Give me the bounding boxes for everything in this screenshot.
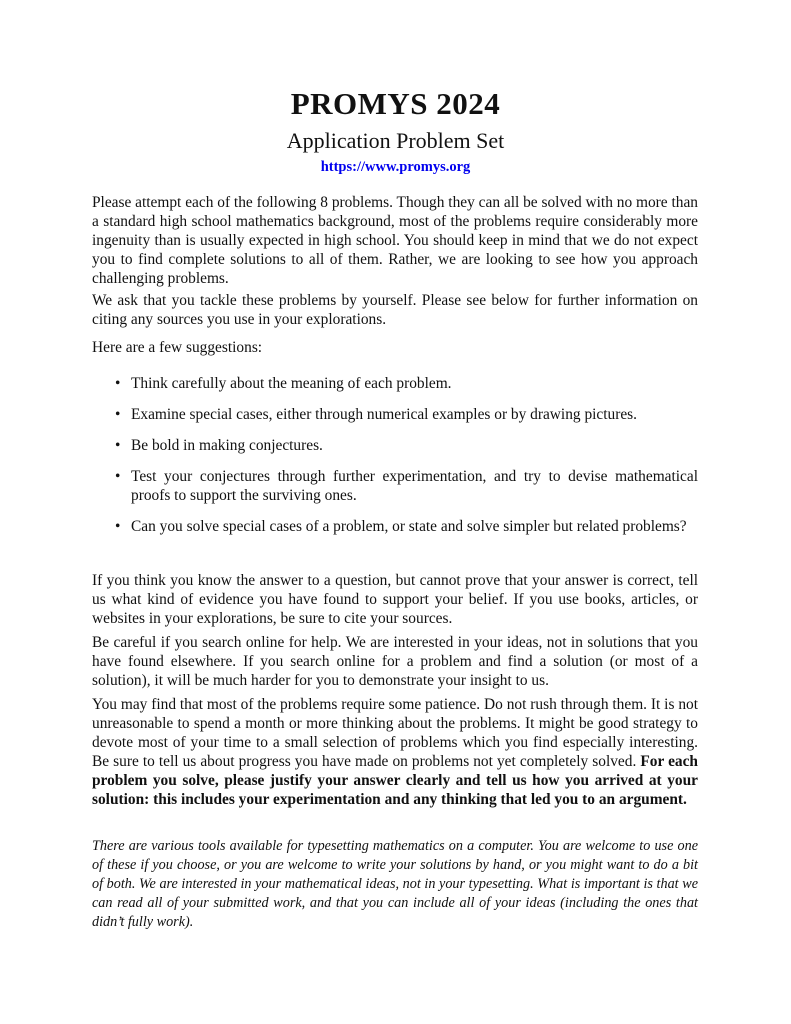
document-subtitle: Application Problem Set bbox=[286, 128, 505, 153]
patience-paragraph bbox=[92, 695, 698, 809]
typesetting-paragraph: There are various tools available for typesetting mathematics on a computer. You are welcome to use one of these if you choose, or you are welcome to write your solutions by hand, or you might want to do a bit of both. We are interested in your mathematical ideas, not in your typesetting. What is important is that we can read all of your submitted work, and that you can include all of your ideas (including the ones that didn’t fully work). bbox=[92, 838, 698, 931]
patience-text: You may find that most of the problems require some patience. Do not rush through them. It is not unreasonable to spend a month or more thinking about the problems. It might be good strategy to devote most of your time to a small selection of problems which you find especially interesting. Be sure to tell us about progress you have made on problems not yet completely solved. bbox=[92, 696, 698, 771]
online-paragraph: Be careful if you search online for help. We are interested in your ideas, not in solutions that you have found elsewhere. If you search online for a problem and find a solution (or most of a solution), it will be much harder for you to demonstrate your insight to us. bbox=[92, 634, 698, 690]
promys-link[interactable]: https://www.promys.org bbox=[320, 159, 471, 175]
intro-paragraph: Please attempt each of the following 8 problems. Though they can all be solved with no more than a standard high school mathematics background, most of the problems require considerably more ingenuity than is usually expected in high school. You should keep in mind that we do not expect you to find complete solutions to all of them. Rather, we are looking to see how you approach challenging problems. bbox=[92, 194, 698, 288]
list-item: • Examine special cases, either through numerical examples or by drawing pictures. bbox=[131, 405, 698, 424]
list-item: • Be bold in making conjectures. bbox=[131, 436, 698, 455]
evidence-paragraph: If you think you know the answer to a question, but cannot prove that your answer is correct, tell us what kind of evidence you have found to support your belief. If you use books, articles, or websites in your explorations, be sure to cite your sources. bbox=[92, 572, 698, 628]
list-item: • Think carefully about the meaning of each problem. bbox=[131, 374, 698, 393]
list-item: • Can you solve special cases of a problem, or state and solve simpler but related problems? bbox=[131, 517, 698, 536]
suggestions-intro: Here are a few suggestions: bbox=[92, 339, 263, 357]
patience-bold-text: For each problem you solve, please justify your answer clearly and tell us how you arrived at your solution: this includes your experimentation and any thinking that led you to an argument. bbox=[92, 753, 698, 809]
yourself-paragraph: We ask that you tackle these problems by yourself. Please see below for further information on citing any sources you use in your explorations. bbox=[92, 292, 698, 329]
document-title: PROMYS 2024 bbox=[290, 86, 501, 121]
list-item: • Test your conjectures through further experimentation, and try to devise mathematical proofs to support the surviving ones. bbox=[131, 467, 698, 505]
